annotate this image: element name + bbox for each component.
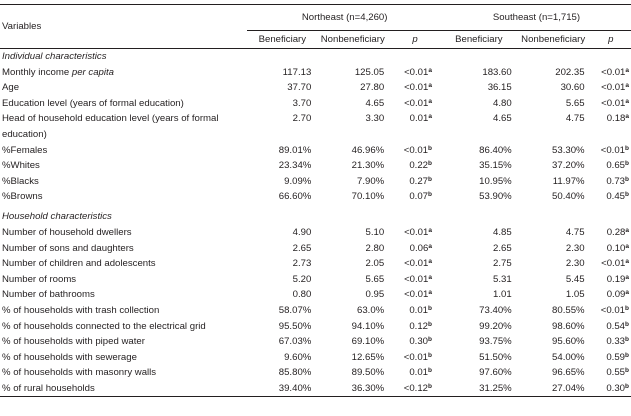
table-row [0,256,631,272]
se-nonbeneficiary: 4.75 [565,226,585,238]
se-p [589,256,631,272]
p-value: 0.54 [606,320,626,332]
row-label: Number of children and adolescents [2,258,156,270]
se-beneficiary: 53.90% [479,191,512,203]
p-footnote: a [428,66,432,74]
p-footnote: a [625,113,629,121]
ne-beneficiary: 23.34% [278,160,312,172]
p-footnote: a [625,273,629,281]
se-p [589,334,631,350]
p-footnote: b [428,382,432,390]
se-nonbeneficiary: 98.60% [552,320,585,332]
ne-beneficiary: 2.73 [292,258,312,270]
row-label: Education level (years of formal education) [2,97,184,109]
se-beneficiary: 99.20% [479,320,512,332]
se-nonbeneficiary: 4.75 [565,113,585,125]
ne-p [388,319,440,335]
ne-nonbeneficiary: 12.65% [351,351,385,363]
p-value: <0.01 [601,97,626,109]
table-row [0,174,631,190]
row-label: Number of sons and daughters [2,242,134,254]
header-ne-beneficiary: Beneficiary [258,33,307,45]
p-footnote: b [625,191,629,199]
ne-beneficiary: 9.60% [284,351,312,363]
ne-nonbeneficiary: 2.80 [365,242,385,254]
p-footnote: a [428,273,432,281]
p-value: 0.10 [606,242,626,254]
section-individual [0,49,631,65]
p-footnote: b [428,336,432,344]
ne-nonbeneficiary: 4.65 [365,97,385,109]
p-value: <0.01 [404,66,429,78]
p-value: 0.01 [409,113,429,125]
ne-beneficiary: 39.40% [247,381,315,397]
p-footnote: a [625,242,629,250]
p-value: <0.01 [404,97,429,109]
ne-nonbeneficiary: 3.30 [365,113,385,125]
p-value: <0.12 [403,382,428,394]
ne-p [388,365,440,381]
table-row [0,365,631,381]
p-footnote: a [625,258,629,266]
se-beneficiary: 2.75 [493,258,512,270]
p-footnote: b [625,175,629,183]
p-footnote: b [625,320,629,328]
p-value: <0.01 [404,273,429,285]
se-p [589,287,631,303]
ne-p [388,80,440,96]
p-footnote: b [625,160,629,168]
header-ne-nonbeneficiary: Nonbeneficiary [320,33,385,45]
ne-p [388,334,440,350]
p-value: 0.55 [606,367,626,379]
ne-beneficiary: 85.80% [278,367,312,379]
p-value: <0.01 [404,82,429,94]
ne-beneficiary: 117.13 [282,66,312,78]
se-p [589,111,631,142]
table-row [0,272,631,288]
row-label: % of rural households [0,381,247,397]
p-footnote: b [428,320,432,328]
se-p [589,350,631,366]
p-value: 0.12 [409,320,428,332]
se-nonbeneficiary: 202.35 [555,66,585,78]
ne-p [388,241,440,257]
p-value: <0.01 [404,289,429,301]
ne-nonbeneficiary: 89.50% [351,367,385,379]
p-value: <0.01 [601,258,626,270]
ne-nonbeneficiary: 2.05 [365,258,385,270]
se-p [589,143,631,159]
se-beneficiary: 36.15 [487,82,512,94]
se-nonbeneficiary: 95.60% [552,336,585,348]
table-row [0,350,631,366]
p-value: 0.01 [409,367,428,379]
row-label: %Females [2,144,48,156]
se-p [589,189,631,205]
se-p [589,272,631,288]
p-value: 0.30 [409,336,428,348]
se-beneficiary: 183.60 [482,66,512,78]
p-value: 0.27 [409,175,428,187]
se-nonbeneficiary: 27.04% [516,381,589,397]
row-label-italic: per capita [71,66,114,78]
se-beneficiary: 4.85 [493,226,512,238]
p-value: 0.19 [606,273,626,285]
p-value: 0.45 [606,191,626,203]
p-value: 0.28 [606,226,626,238]
p-footnote: a [625,97,629,105]
p-footnote: b [428,144,432,152]
p-value: 0.33 [606,336,626,348]
ne-p [388,111,440,142]
p-footnote: b [625,304,629,312]
table-row [0,96,631,112]
p-footnote: a [428,82,432,90]
table-row [0,143,631,159]
ne-beneficiary: 5.20 [292,273,312,285]
ne-nonbeneficiary: 94.10% [351,320,385,332]
p-footnote: b [428,175,432,183]
p-footnote: a [428,226,432,234]
se-p [589,158,631,174]
ne-beneficiary: 89.01% [278,144,312,156]
p-footnote: a [428,242,432,250]
table-row [0,319,631,335]
se-beneficiary: 4.80 [493,97,512,109]
p-footnote: a [428,289,432,297]
row-label: %Whites [2,160,40,172]
se-nonbeneficiary: 11.97% [552,175,585,187]
table-row [0,111,631,142]
ne-p [388,143,440,159]
ne-beneficiary: 3.70 [292,97,312,109]
p-value: 0.01 [409,304,428,316]
se-beneficiary: 73.40% [479,304,512,316]
ne-beneficiary: 0.80 [292,289,312,301]
ne-nonbeneficiary: 5.65 [365,273,385,285]
header-ne-p: p [412,33,418,45]
se-beneficiary: 10.95% [479,175,512,187]
ne-p [388,272,440,288]
header-se-beneficiary: Beneficiary [455,33,503,45]
row-label: % of households with sewerage [2,351,137,363]
row-label [0,65,247,81]
p-footnote: b [625,351,629,359]
p-footnote: a [428,113,432,121]
ne-p [388,96,440,112]
p-value: 0.09 [606,289,626,301]
row-label: % of households with masonry walls [2,367,157,379]
ne-p [388,256,440,272]
table-row [0,241,631,257]
p-footnote: a [625,66,629,74]
p-footnote: b [428,367,432,375]
ne-p [388,174,440,190]
p-value: <0.01 [600,144,626,156]
ne-beneficiary: 37.70 [287,82,312,94]
se-nonbeneficiary: 50.40% [552,191,585,203]
p-footnote: a [428,97,432,105]
table-row [0,303,631,319]
header-southeast: Southeast (n=1,715) [440,5,631,31]
ne-beneficiary: 9.09% [284,175,312,187]
ne-beneficiary: 4.90 [292,226,312,238]
section-title: Individual characteristics [0,49,631,65]
p-value: <0.01 [403,351,428,363]
se-nonbeneficiary: 37.20% [552,160,585,172]
p-footnote: a [625,226,629,234]
se-p [589,319,631,335]
row-label: % of households with trash collection [2,304,160,316]
p-footnote: b [428,351,432,359]
se-nonbeneficiary: 30.60 [560,82,585,94]
row-label: % of households connected to the electrical grid [2,320,206,332]
p-value: <0.01 [601,66,626,78]
header-northeast: Northeast (n=4,260) [247,5,440,31]
ne-beneficiary: 67.03% [278,336,312,348]
se-nonbeneficiary: 5.45 [565,273,585,285]
se-nonbeneficiary: 96.65% [552,367,585,379]
se-nonbeneficiary: 5.65 [565,97,585,109]
ne-nonbeneficiary: 69.10% [351,336,385,348]
row-label: %Browns [2,191,43,203]
ne-p [388,158,440,174]
ne-beneficiary: 95.50% [278,320,312,332]
row-label-text: Monthly income [2,66,72,78]
ne-p [388,350,440,366]
row-label: %Blacks [2,175,39,187]
ne-nonbeneficiary: 0.95 [365,289,385,301]
ne-p [388,65,440,81]
p-value: <0.01 [404,226,429,238]
header-variables: Variables [0,5,247,49]
table-row [0,189,631,205]
ne-p [388,303,440,319]
p-footnote: b [428,191,432,199]
table-row [0,225,631,241]
ne-beneficiary: 58.07% [278,304,312,316]
p-value: 0.18 [606,113,626,125]
ne-p [388,189,440,205]
table-row [0,158,631,174]
ne-nonbeneficiary: 7.90% [356,175,385,187]
p-footnote: a [428,258,432,266]
p-value: 0.73 [606,175,626,187]
p-footnote: a [625,82,629,90]
se-nonbeneficiary: 80.55% [552,304,585,316]
p-value: <0.01 [403,144,428,156]
row-label: Age [2,82,20,94]
se-p [589,225,631,241]
p-footnote: b [428,304,432,312]
se-p [589,80,631,96]
se-p [589,65,631,81]
p-value: 0.30 [606,382,626,394]
p-value: 0.06 [409,242,429,254]
header-row-groups [0,5,631,31]
p-footnote: b [428,160,432,168]
p-value: 0.59 [606,351,626,363]
se-beneficiary: 1.01 [493,289,512,301]
se-beneficiary: 5.31 [493,273,512,285]
p-value: <0.01 [601,82,626,94]
p-value: 0.65 [606,160,626,172]
se-p [589,365,631,381]
table-row [0,287,631,303]
p-footnote: b [625,367,629,375]
p-value: <0.01 [600,304,626,316]
p-footnote: b [625,144,629,152]
row-label: % of households with piped water [2,336,145,348]
p-value: 0.07 [409,191,428,203]
data-table [0,4,631,397]
se-nonbeneficiary: 54.00% [552,351,585,363]
se-beneficiary: 51.50% [479,351,512,363]
se-p [589,303,631,319]
row-label-line-2: education) [2,128,47,140]
se-nonbeneficiary: 2.30 [565,258,585,270]
row-label: Number of household dwellers [2,226,132,238]
table-row [0,334,631,350]
se-nonbeneficiary: 2.30 [565,242,585,254]
ne-nonbeneficiary: 21.30% [351,160,385,172]
row-label: Number of bathrooms [2,289,95,301]
ne-p [388,381,440,397]
ne-beneficiary: 66.60% [278,191,312,203]
table-row [0,65,631,81]
p-value: <0.01 [404,258,429,270]
row-label: Number of rooms [2,273,77,285]
table-row [0,80,631,96]
p-footnote: b [625,382,629,390]
ne-nonbeneficiary: 46.96% [351,144,385,156]
ne-beneficiary: 2.65 [292,242,312,254]
se-beneficiary: 31.25% [440,381,516,397]
se-nonbeneficiary: 53.30% [552,144,585,156]
ne-nonbeneficiary: 63.0% [356,304,385,316]
section-household [0,205,631,225]
se-p [589,174,631,190]
se-nonbeneficiary: 1.05 [565,289,585,301]
ne-nonbeneficiary: 70.10% [351,191,385,203]
row-label [0,111,247,142]
ne-nonbeneficiary: 36.30% [315,381,388,397]
se-p [589,381,631,397]
ne-nonbeneficiary: 27.80 [360,82,385,94]
se-beneficiary: 86.40% [479,144,512,156]
se-beneficiary: 35.15% [479,160,512,172]
row-label-line-1: Head of household education level (years of formal [2,113,219,125]
ne-p [388,225,440,241]
ne-nonbeneficiary: 125.05 [354,66,385,78]
ne-nonbeneficiary: 5.10 [365,226,385,238]
se-beneficiary: 2.65 [493,242,512,254]
p-footnote: b [625,336,629,344]
se-beneficiary: 4.65 [493,113,512,125]
ne-beneficiary: 2.70 [292,113,312,125]
se-p [589,96,631,112]
header-se-nonbeneficiary: Nonbeneficiary [521,33,586,45]
se-beneficiary: 97.60% [479,367,512,379]
p-value: 0.22 [409,160,428,172]
p-footnote: a [625,289,629,297]
se-p [589,241,631,257]
se-beneficiary: 93.75% [479,336,512,348]
ne-p [388,287,440,303]
header-se-p: p [608,33,614,45]
section-title: Household characteristics [2,211,112,223]
table-row [0,381,631,397]
